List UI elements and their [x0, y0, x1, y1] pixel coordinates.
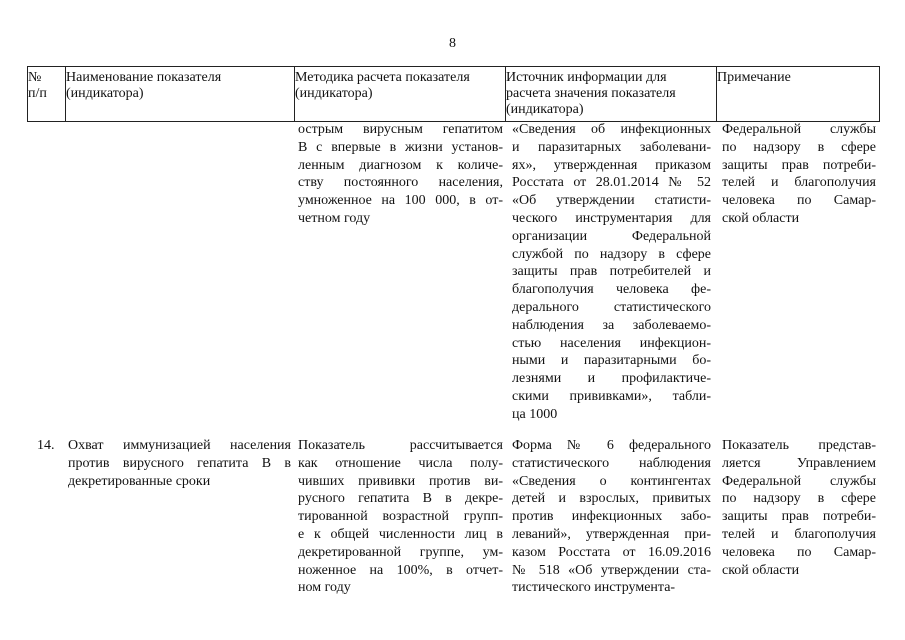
text-line: Федеральной службы	[722, 473, 876, 489]
text-line: скими прививками», табли-	[512, 388, 711, 404]
text-line: (индикатора)	[295, 86, 373, 101]
text-line: Форма № 6 федерального	[512, 438, 711, 453]
text-line: Методика расчета показателя	[295, 70, 470, 85]
text-line: Наименование показателя	[66, 70, 222, 85]
text-line: и паразитарных заболевани-	[512, 139, 711, 155]
text-line: дерального статистического	[512, 299, 711, 315]
page-number: 8	[449, 36, 456, 51]
row14-name-cell	[68, 437, 291, 490]
cont-source-cell	[512, 121, 711, 424]
text-line: стью населения инфекцион-	[512, 335, 711, 351]
text-line: защиты прав потреби-	[722, 509, 876, 525]
header-note	[716, 66, 880, 122]
text-line: службой по надзору в сфере	[512, 246, 711, 262]
text-line: детей и взрослых, привитых	[512, 491, 711, 507]
text-line: №	[28, 70, 42, 85]
text-line: казом Росстата от 16.09.2016	[512, 544, 711, 560]
row14-method-cell	[298, 437, 503, 597]
text-line: Охват иммунизацией населения	[68, 438, 291, 453]
text-line: «Сведения о контингентах	[512, 473, 711, 489]
text-line: В с впервые в жизни установ-	[298, 139, 503, 155]
text-line: чивших прививки против ви-	[298, 473, 503, 489]
header-num	[27, 66, 66, 122]
text-line: декретированной группе, ум-	[298, 544, 503, 560]
text-line: (индикатора)	[506, 102, 584, 117]
text-line: защиты прав потреби-	[722, 157, 876, 173]
text-line: ческого инструментария для	[512, 210, 711, 226]
cont-note-cell	[722, 121, 876, 228]
header-name	[65, 66, 295, 122]
row14-num: 14.	[37, 438, 55, 453]
text-line: по надзору в сфере	[722, 491, 876, 507]
text-line: ях», утвержденная приказом	[512, 157, 711, 173]
text-line: Источник информации для	[506, 70, 667, 85]
text-line: Показатель рассчитывается	[298, 438, 503, 453]
text-line: ном году	[298, 580, 351, 596]
text-line: организации Федеральной	[512, 228, 711, 244]
text-line: умноженное на 100 000, в от-	[298, 193, 503, 209]
text-line: человека по Самар-	[722, 544, 876, 560]
text-line: статистического наблюдения	[512, 455, 711, 471]
text-line: по надзору в сфере	[722, 139, 876, 155]
text-line: № 518 «Об утверждении ста-	[512, 562, 711, 578]
row14-source-cell	[512, 437, 711, 597]
text-line: против вирусного гепатита В в	[68, 455, 291, 471]
text-line: Федеральной службы	[722, 122, 876, 137]
text-line: наблюдения за заболеваемо-	[512, 317, 711, 333]
text-line: «Об утверждении статисти-	[512, 193, 711, 209]
text-line: ноженное на 100%, в отчет-	[298, 562, 503, 578]
text-line: ской области	[722, 562, 800, 578]
text-line: Показатель представ-	[722, 438, 876, 453]
text-line: (индикатора)	[66, 86, 144, 101]
text-line: декретированные сроки	[68, 473, 211, 489]
text-line: ляется Управлением	[722, 455, 876, 471]
row14-note-cell	[722, 437, 876, 579]
text-line: Примечание	[717, 70, 791, 85]
text-line: четном году	[298, 210, 371, 226]
text-line: благополучия человека фе-	[512, 282, 711, 298]
header-method	[294, 66, 506, 122]
text-line: п/п	[28, 86, 47, 101]
text-line: против инфекционных забо-	[512, 509, 711, 525]
text-line: расчета значения показателя	[506, 86, 676, 101]
text-line: телей и благополучия	[722, 526, 876, 542]
text-line: ными и паразитарными бо-	[512, 353, 711, 369]
text-line: леваний», утвержденная при-	[512, 526, 711, 542]
text-line: русного гепатита В в декре-	[298, 491, 503, 507]
text-line: как отношение числа полу-	[298, 455, 503, 471]
text-line: телей и благополучия	[722, 175, 876, 191]
cont-method-cell	[298, 121, 503, 228]
text-line: тистического инструмента-	[512, 580, 676, 596]
text-line: «Сведения об инфекционных	[512, 122, 711, 137]
text-line: острым вирусным гепатитом	[298, 122, 503, 137]
text-line: человека по Самар-	[722, 193, 876, 209]
text-line: лезнями и профилактиче-	[512, 371, 711, 387]
text-line: тированной возрастной групп-	[298, 509, 503, 525]
text-line: ству постоянного населения,	[298, 175, 503, 191]
text-line: е к общей численности лиц в	[298, 526, 503, 542]
text-line: ской области	[722, 210, 800, 226]
text-line: защиты прав потребителей и	[512, 264, 711, 280]
header-source	[505, 66, 717, 122]
text-line: Росстата от 28.01.2014 № 52	[512, 175, 711, 191]
text-line: ца 1000	[512, 406, 558, 422]
text-line: ленным диагнозом к количе-	[298, 157, 503, 173]
